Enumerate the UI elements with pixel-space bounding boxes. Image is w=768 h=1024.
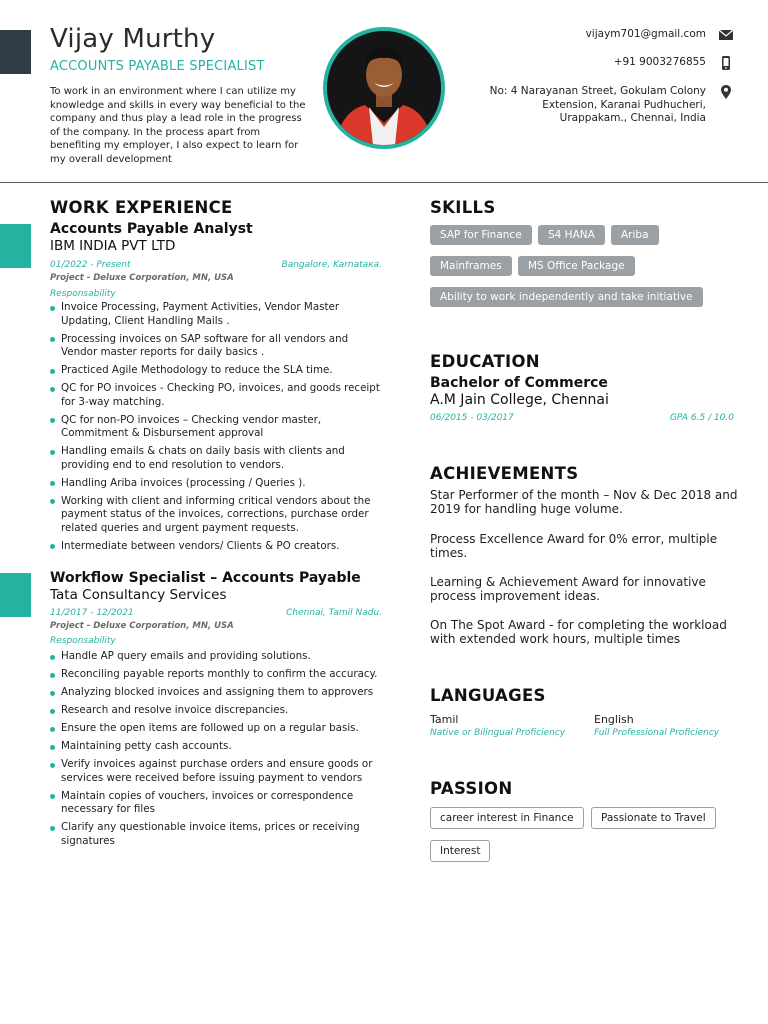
candidate-name: Vijay Murthy bbox=[50, 24, 216, 54]
bullet-text: Verify invoices against purchase orders and ensure goods or services were received before issuing payment to vendors bbox=[61, 758, 373, 784]
list-item bbox=[50, 686, 385, 700]
bullet-dot bbox=[50, 418, 55, 423]
skill-tag: Mainframes bbox=[430, 256, 512, 276]
job-1-company: IBM INDIA PVT LTD bbox=[50, 238, 176, 254]
job-1-location: Bangalore, Karnatака. bbox=[281, 260, 382, 270]
list-item bbox=[50, 445, 385, 472]
bullet-dot bbox=[50, 763, 55, 768]
bullet-text: Research and resolve invoice discrepancies. bbox=[61, 704, 289, 716]
skill-tag: Ability to work independently and take initiative bbox=[430, 287, 703, 307]
bullet-text: QC for PO invoices - Checking PO, invoices, and goods receipt for 3-way matching. bbox=[61, 382, 380, 408]
job-1-responsibilities bbox=[50, 301, 385, 558]
bullet-text: Analyzing blocked invoices and assigning them to approvers bbox=[61, 686, 374, 698]
achievement-item: Process Excellence Award for 0% error, multiple times. bbox=[430, 532, 718, 560]
list-item bbox=[50, 722, 385, 736]
list-item bbox=[50, 477, 385, 491]
job-2-accent-tab bbox=[0, 573, 31, 617]
education-heading: EDUCATION bbox=[430, 352, 540, 371]
list-item bbox=[50, 382, 385, 409]
job-1-dates: 01/2022 - Present bbox=[50, 260, 131, 270]
bullet-text: Handling Ariba invoices (processing / Queries ). bbox=[61, 476, 306, 489]
bullet-text: QC for non-PO invoices – Checking vendor master, Commitment & Disbursement approval bbox=[61, 413, 322, 439]
skill-tag: Ariba bbox=[611, 225, 659, 245]
school-name: A.M Jain College, Chennai bbox=[430, 392, 609, 408]
bullet-text: Maintaining petty cash accounts. bbox=[61, 740, 232, 752]
bullet-dot bbox=[50, 826, 55, 831]
list-item bbox=[50, 301, 385, 328]
job-2-title: Workflow Specialist – Accounts Payable bbox=[50, 570, 361, 586]
language-level-tamil: Native or Bilingual Proficiency bbox=[430, 728, 566, 738]
achievement-item: Star Performer of the month – Nov & Dec 2018 and 2019 for handling huge volume. bbox=[430, 488, 738, 516]
achievement-item: Learning & Achievement Award for innovative process improvement ideas. bbox=[430, 575, 706, 603]
job-2-project: Project - Deluxe Corporation, MN, USA bbox=[50, 621, 234, 631]
bullet-dot bbox=[50, 499, 55, 504]
bullet-text: Clarify any questionable invoice items, prices or receiving signatures bbox=[61, 821, 360, 847]
list-item bbox=[50, 821, 385, 848]
bullet-dot bbox=[50, 369, 55, 374]
bullet-dot bbox=[50, 655, 55, 660]
list-item bbox=[50, 414, 385, 441]
skill-tag: MS Office Package bbox=[518, 256, 635, 276]
contact-address bbox=[490, 85, 706, 126]
profile-photo-illustration bbox=[327, 31, 441, 145]
bullet-dot bbox=[50, 709, 55, 714]
work-experience-heading: WORK EXPERIENCE bbox=[50, 198, 233, 217]
job-1-project: Project - Deluxe Corporation, MN, USA bbox=[50, 273, 234, 283]
languages-heading: LANGUAGES bbox=[430, 686, 546, 705]
bullet-dot bbox=[50, 745, 55, 750]
bullet-text: Invoice Processing, Payment Activities, Vendor Master Updating, Client Handling Mails . bbox=[61, 301, 340, 327]
language-name-english: English bbox=[594, 713, 634, 726]
job-2-dates: 11/2017 - 12/2021 bbox=[50, 608, 134, 618]
job-2-location: Chennai, Tamil Nadu. bbox=[286, 608, 382, 618]
job-1-accent-tab bbox=[0, 224, 31, 268]
bullet-text: Handle AP query emails and providing solutions. bbox=[61, 650, 311, 662]
education-gpa: GPA 6.5 / 10.0 bbox=[669, 413, 734, 423]
list-item bbox=[50, 495, 385, 536]
bullet-dot bbox=[50, 450, 55, 455]
list-item bbox=[50, 333, 385, 360]
list-item bbox=[50, 650, 385, 664]
job-2-responsibility-label: Responsability bbox=[50, 636, 116, 646]
list-item bbox=[50, 740, 385, 754]
achievement-item: On The Spot Award - for completing the workload with extended work hours, multiple times bbox=[430, 618, 727, 646]
degree-title: Bachelor of Commerce bbox=[430, 375, 608, 391]
header-accent-bar bbox=[0, 30, 31, 74]
bullet-dot bbox=[50, 691, 55, 696]
bullet-dot bbox=[50, 673, 55, 678]
skills-heading: SKILLS bbox=[430, 198, 496, 217]
career-objective: To work in an environment where I can utilize my knowledge and skills in every way beneficial to the company and thus play a lead role in the progress of the company. In the process apart from benefiting my employer, I also expect to learn for my overall development bbox=[50, 86, 306, 165]
skill-tag: SAP for Finance bbox=[430, 225, 532, 245]
list-item bbox=[50, 668, 385, 682]
list-item bbox=[50, 540, 385, 554]
bullet-dot bbox=[50, 544, 55, 549]
job-1-title: Accounts Payable Analyst bbox=[50, 221, 253, 237]
bullet-text: Working with client and informing critical vendors about the payment status of the invoices, corrections, purchase order related queries and urgent payment requests. bbox=[61, 494, 371, 534]
header-divider bbox=[0, 182, 768, 183]
address-line-2: Extension, Karanai Pudhucheri, bbox=[542, 98, 706, 111]
candidate-role: ACCOUNTS PAYABLE SPECIALIST bbox=[50, 59, 265, 74]
bullet-text: Maintain copies of vouchers, invoices or correspondence necessary for files bbox=[61, 789, 354, 815]
location-pin-icon bbox=[718, 84, 734, 100]
address-line-3: Urappakam., Chennai, India bbox=[559, 112, 706, 124]
profile-photo bbox=[323, 27, 445, 149]
passion-tag: Interest bbox=[430, 840, 490, 862]
mobile-phone-icon bbox=[718, 55, 734, 71]
job-1-responsibility-label: Responsability bbox=[50, 289, 116, 299]
passion-tag: Passionate to Travel bbox=[591, 807, 716, 829]
education-dates: 06/2015 - 03/2017 bbox=[430, 413, 514, 423]
bullet-text: Intermediate between vendors/ Clients & PO creators. bbox=[61, 539, 340, 552]
job-2-responsibilities bbox=[50, 650, 385, 853]
bullet-dot bbox=[50, 794, 55, 799]
list-item bbox=[50, 758, 385, 785]
contact-phone[interactable]: +91 9003276855 bbox=[613, 56, 706, 68]
achievements-heading: ACHIEVEMENTS bbox=[430, 464, 579, 483]
bullet-text: Reconciling payable reports monthly to confirm the accuracy. bbox=[61, 668, 378, 680]
bullet-dot bbox=[50, 337, 55, 342]
bullet-text: Practiced Agile Methodology to reduce the SLA time. bbox=[61, 364, 333, 376]
address-line-1: No: 4 Narayanan Street, Gokulam Colony bbox=[489, 85, 706, 97]
list-item bbox=[50, 704, 385, 718]
bullet-dot bbox=[50, 481, 55, 486]
bullet-dot bbox=[50, 306, 55, 311]
bullet-text: Handling emails & chats on daily basis with clients and providing end to end resolution to vendors. bbox=[61, 445, 345, 471]
bullet-dot bbox=[50, 727, 55, 732]
bullet-dot bbox=[50, 387, 55, 392]
list-item bbox=[50, 364, 385, 378]
skill-tag: S4 HANA bbox=[538, 225, 605, 245]
passion-tag: career interest in Finance bbox=[430, 807, 584, 829]
language-name-tamil: Tamil bbox=[430, 713, 459, 726]
passion-heading: PASSION bbox=[430, 779, 513, 798]
job-2-company: Tata Consultancy Services bbox=[50, 587, 227, 603]
language-level-english: Full Professional Proficiency bbox=[594, 728, 720, 738]
list-item bbox=[50, 790, 385, 817]
bullet-text: Ensure the open items are followed up on a regular basis. bbox=[61, 722, 359, 734]
bullet-text: Processing invoices on SAP software for all vendors and Vendor master reports for daily basics . bbox=[61, 332, 349, 358]
contact-email[interactable]: vijaym701@gmail.com bbox=[585, 28, 706, 40]
envelope-icon bbox=[718, 27, 734, 43]
